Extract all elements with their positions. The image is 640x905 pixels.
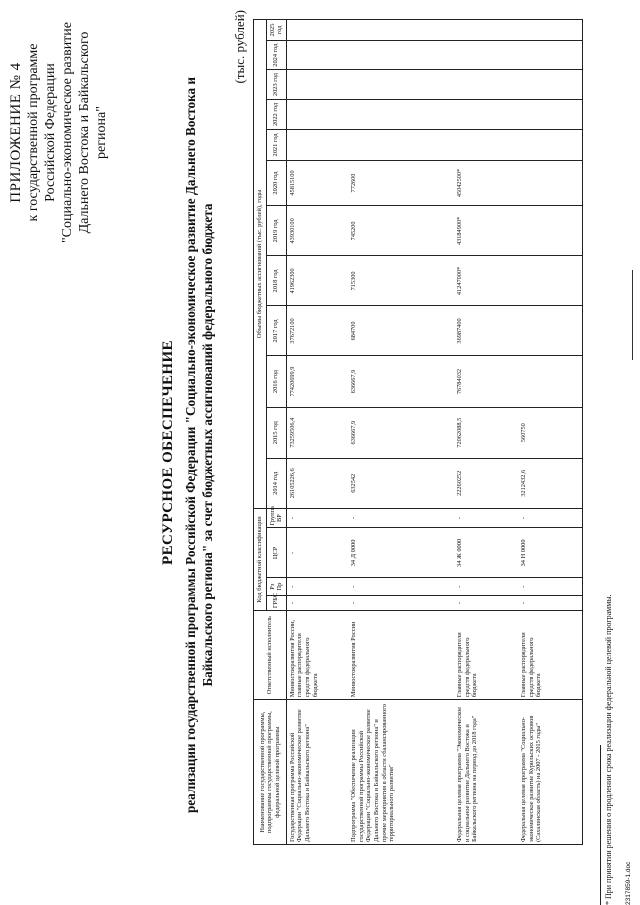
table-row — [454, 20, 518, 845]
header-gr-vr: Группа ВР — [266, 508, 286, 528]
row-grbs: - — [518, 595, 582, 610]
row-grbs: - — [348, 595, 454, 610]
header-year: 2018 год — [266, 256, 286, 306]
header-year: 2014 год — [266, 458, 286, 508]
row-grbs: - — [454, 595, 518, 610]
row-executor: Главные распорядители средств федерального бюджета — [518, 611, 582, 700]
row-gr-vr: - — [348, 508, 454, 528]
row-executor: Главные распорядители средств федерального бюджета — [454, 611, 518, 700]
resource-table — [253, 19, 583, 845]
subtitle-line: реализации государственной программы Российской Федерации "Социально-экономическое развитие Дальнего Востока и — [183, 76, 198, 814]
row-executor: Минвостокразвития России, главные распорядители средств федерального бюджета — [286, 611, 348, 700]
row-value — [518, 99, 582, 129]
row-value — [518, 70, 582, 99]
row-value: 72062088,5 — [454, 407, 518, 458]
subtitle-line: Байкальского региона" за счет бюджетных ассигнований федерального бюджета — [200, 203, 215, 687]
row-value — [348, 41, 454, 70]
row-value — [454, 130, 518, 160]
header-executor: Ответственный исполнитель — [254, 611, 287, 700]
row-value: 684700 — [348, 306, 454, 356]
row-csr: 34 Д 0000 — [348, 528, 454, 578]
row-value: 41962300 — [286, 256, 348, 306]
row-name: Федеральная целевая программа "Экономическое и социальное развитие Дальнего Востока и Байкальского региона на период до 2018 года" — [454, 700, 518, 845]
row-value: 772600 — [348, 160, 454, 206]
header-year: 2021 год — [266, 130, 286, 160]
row-gr-vr: - — [518, 508, 582, 528]
table-row — [518, 20, 582, 845]
row-value: 43184900* — [454, 206, 518, 256]
header-grbs: ГРБС — [266, 595, 286, 610]
row-value: 26105226,6 — [286, 458, 348, 508]
row-value: 41247000* — [454, 256, 518, 306]
row-value: 43930100 — [286, 206, 348, 256]
row-value — [518, 356, 582, 407]
row-value — [454, 99, 518, 129]
header-year: 2022 год — [266, 99, 286, 129]
row-name: Федеральная целевая программа "Социально-экономическое развитие Курильских островов (Сахалинская область) на 2007 - 2015 годы" — [518, 700, 582, 845]
row-gr-vr: - — [454, 508, 518, 528]
header-year: 2015 год — [266, 407, 286, 458]
row-value — [348, 99, 454, 129]
header-year: 2017 год — [266, 306, 286, 356]
header-volumes: Объемы бюджетных ассигнований (тыс. рублей), годы — [254, 20, 267, 509]
row-value: 560750 — [518, 407, 582, 458]
header-year: 2016 год — [266, 356, 286, 407]
appendix-line: Российской Федерации — [43, 63, 58, 202]
appendix-line: Дальнего Востока и Байкальского региона" — [77, 31, 109, 234]
appendix-title: ПРИЛОЖЕНИЕ № 4 — [8, 62, 24, 203]
row-value: 715300 — [348, 256, 454, 306]
row-value — [348, 20, 454, 41]
row-value: 632542 — [348, 458, 454, 508]
header-year: 2019 год — [266, 206, 286, 256]
row-value — [454, 20, 518, 41]
row-value — [518, 160, 582, 206]
row-value: 37672100 — [286, 306, 348, 356]
row-executor: Минвостокразвития России — [348, 611, 454, 700]
row-gr-vr: - — [286, 508, 348, 528]
row-value — [286, 41, 348, 70]
footnote-separator — [600, 745, 601, 905]
header-year: 2025 год — [266, 20, 286, 41]
row-value — [518, 20, 582, 41]
row-rzpr: - — [286, 578, 348, 595]
row-value — [286, 99, 348, 129]
row-value: 73259506,4 — [286, 407, 348, 458]
header-year: 2020 год — [266, 160, 286, 206]
row-value: 36987400 — [454, 306, 518, 356]
row-rzpr: - — [348, 578, 454, 595]
row-value: 636667,9 — [348, 356, 454, 407]
row-grbs: - — [286, 595, 348, 610]
header-year: 2023 год — [266, 70, 286, 99]
document-title: РЕСУРСНОЕ ОБЕСПЕЧЕНИЕ — [160, 340, 176, 565]
appendix-line: "Социально-экономическое развитие — [60, 21, 75, 244]
row-value: 76784032 — [454, 356, 518, 407]
row-value — [454, 70, 518, 99]
header-year: 2024 год — [266, 41, 286, 70]
table-row — [286, 20, 348, 845]
row-name: Государственная программа Российской Федерации "Социально-экономическое развитие Дальнего Востока и Байкальского региона" — [286, 700, 348, 845]
appendix-line: к государственной программе — [26, 43, 41, 222]
row-csr: 34 Ж 0000 — [454, 528, 518, 578]
row-value: 22260252 — [454, 458, 518, 508]
row-value: 636667,9 — [348, 407, 454, 458]
row-value: 77420699,9 — [286, 356, 348, 407]
row-value — [286, 20, 348, 41]
row-value — [286, 70, 348, 99]
header-rzpr: Рз Пр — [266, 578, 286, 595]
row-value — [454, 41, 518, 70]
row-csr: - — [286, 528, 348, 578]
row-value: 45815100 — [286, 160, 348, 206]
row-rzpr: - — [454, 578, 518, 595]
row-value — [518, 41, 582, 70]
row-value — [518, 256, 582, 306]
units-label: (тыс. рублей) — [232, 10, 247, 84]
signature-line — [632, 270, 633, 360]
row-value: 745200 — [348, 206, 454, 256]
row-value — [348, 70, 454, 99]
row-value: 3212432,6 — [518, 458, 582, 508]
document-subtitle — [182, 45, 216, 845]
header-budget-code: Код бюджетной классификации — [254, 508, 267, 610]
row-value — [518, 206, 582, 256]
row-value — [518, 306, 582, 356]
row-value — [286, 130, 348, 160]
row-csr: 34 Н 0000 — [518, 528, 582, 578]
row-value — [348, 130, 454, 160]
row-name: Подпрограмма "Обеспечение реализации государственной программы Российской Федерации "Социально-экономическое развитие Дальнего Востока и Байкальского региона" и прочие мероприятия в области сбалансированного территориального развития" — [348, 700, 454, 845]
appendix-header — [8, 10, 110, 255]
header-csr: ЦСР — [266, 528, 286, 578]
row-rzpr: - — [518, 578, 582, 595]
header-name: Наименование государственной программы, подпрограммы государственной программы, федеральной целевой программы — [254, 700, 287, 845]
document-id: 2317859-1.doc — [625, 861, 632, 905]
row-value — [518, 130, 582, 160]
row-value: 45042500* — [454, 160, 518, 206]
footnote: * При принятии решения о продлении срока реализации федеральной целевой программы. — [604, 594, 613, 905]
table-row — [348, 20, 454, 845]
